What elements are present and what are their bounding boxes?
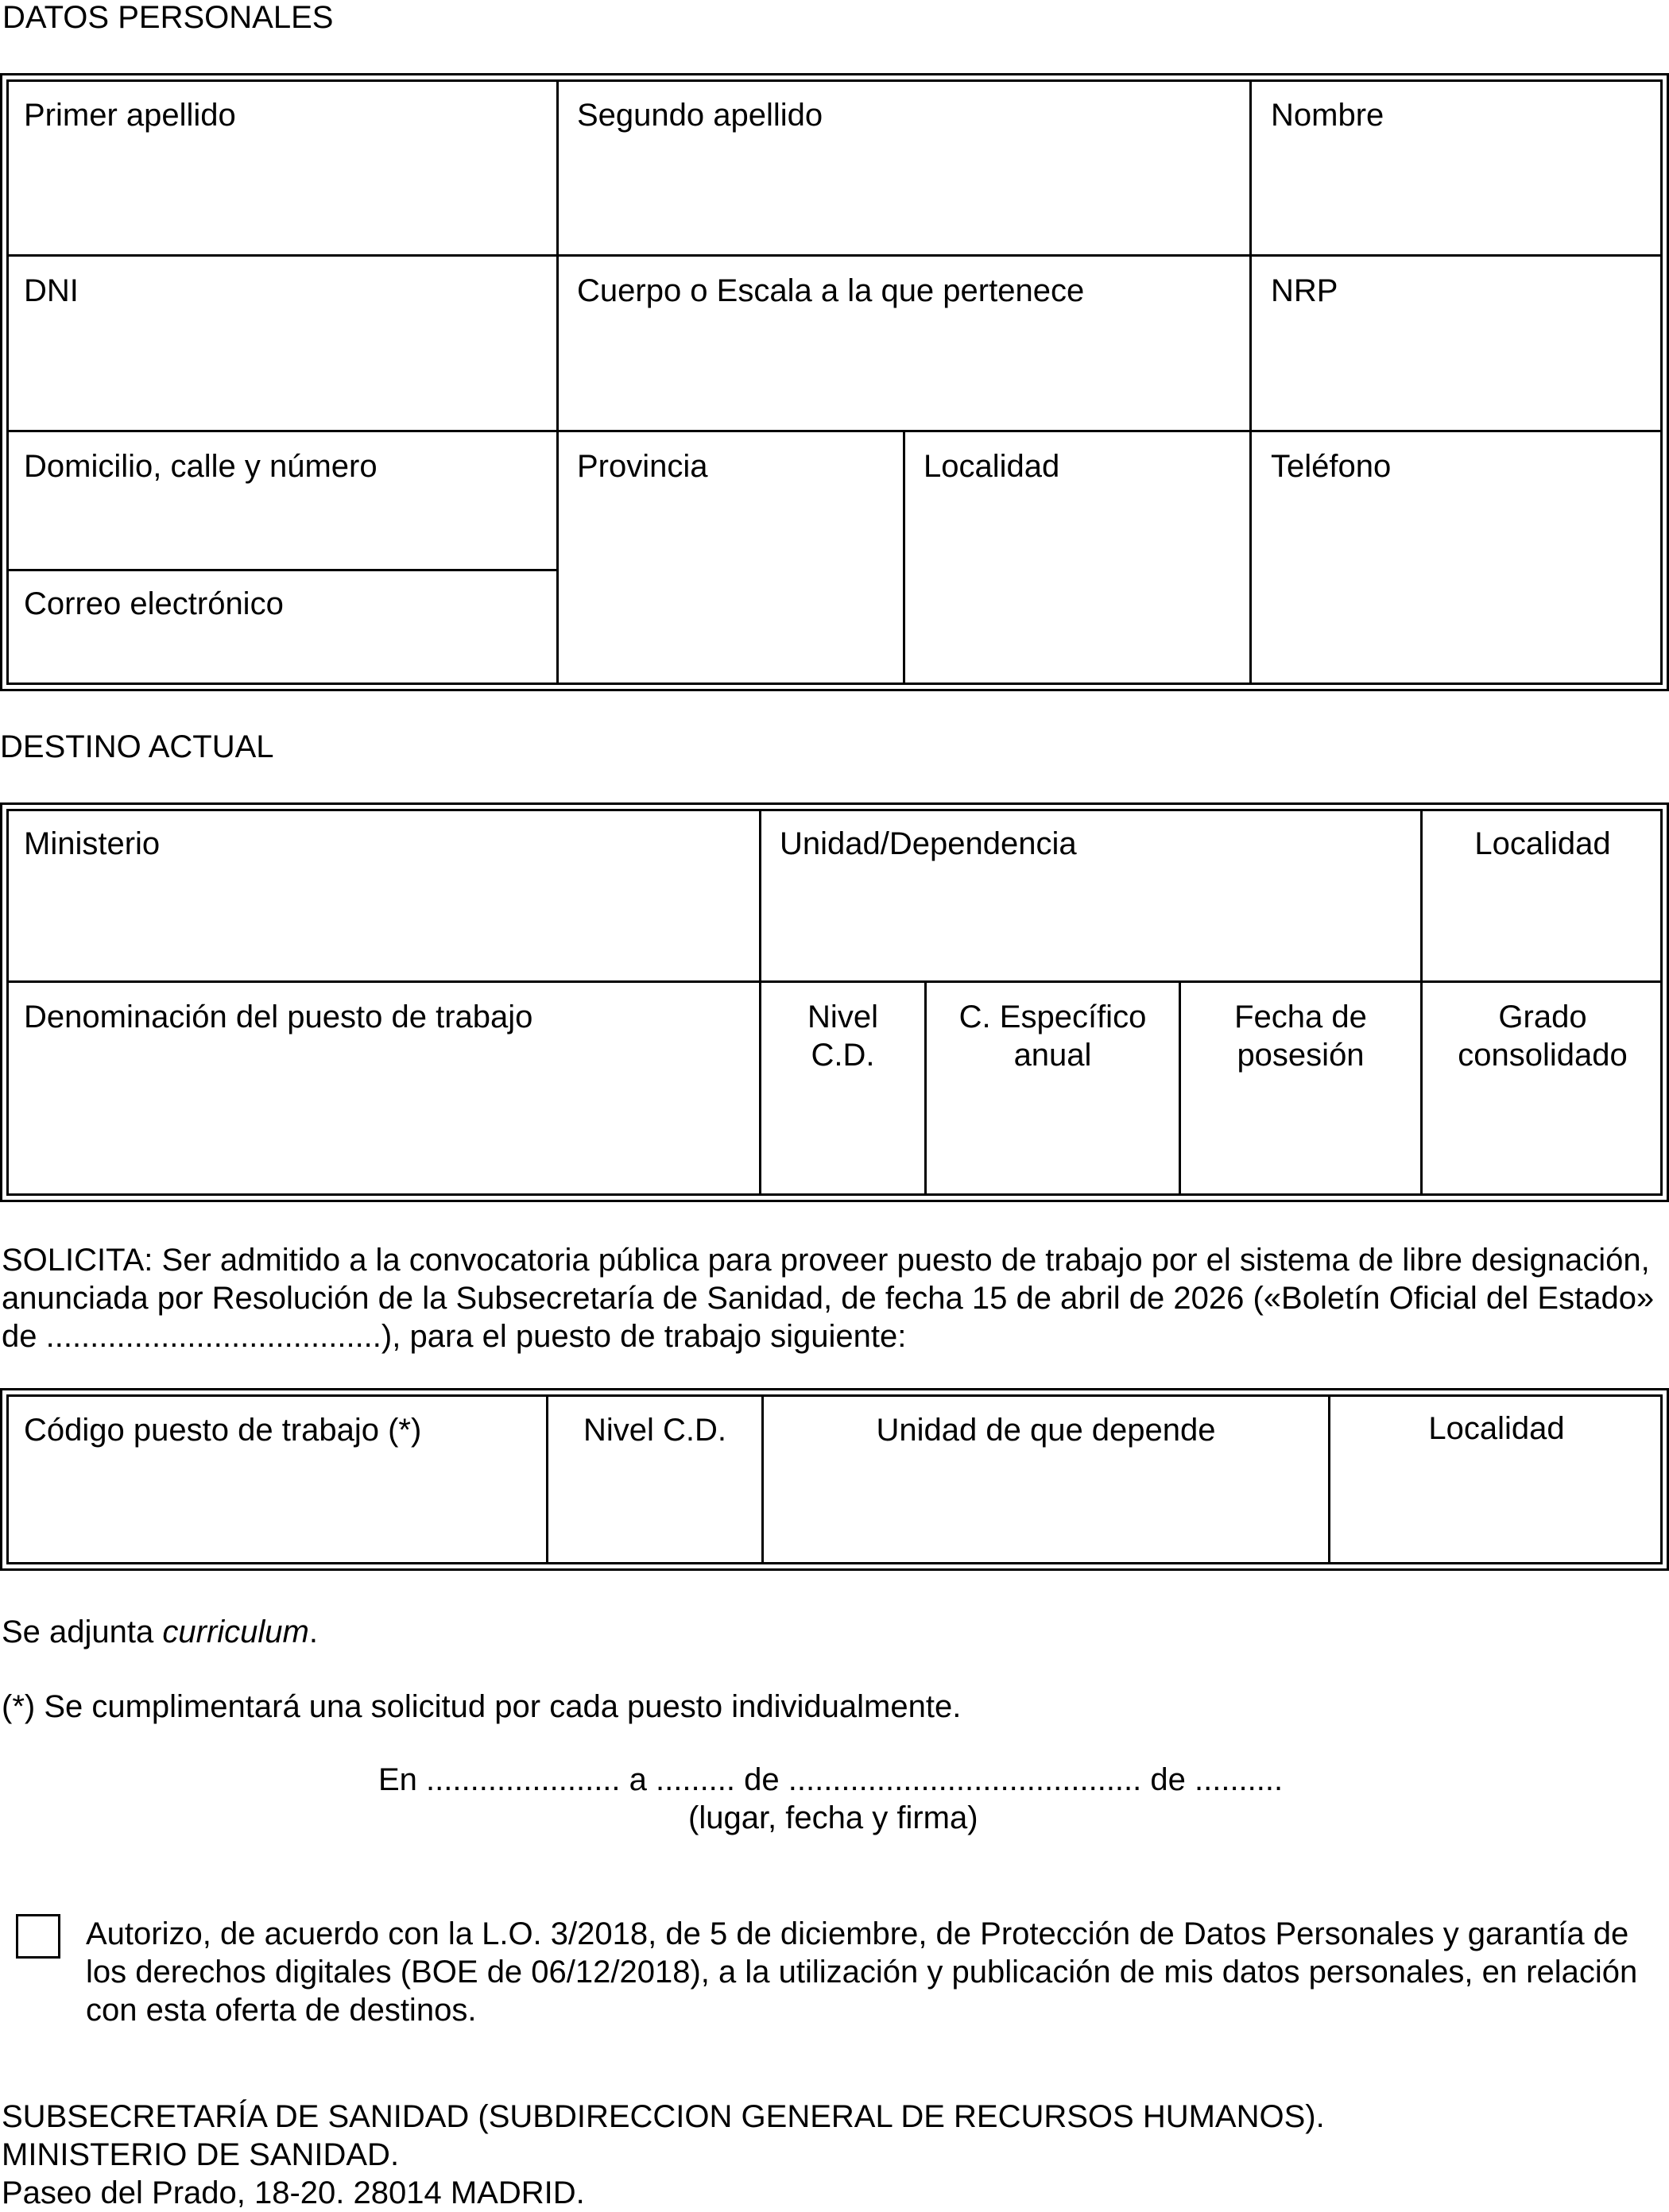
ministerio-field[interactable]: Ministerio [24, 826, 161, 861]
grado-line2: consolidado [1458, 1038, 1628, 1073]
footer-line1: SUBSECRETARÍA DE SANIDAD (SUBDIRECCION GENERAL DE RECURSOS HUMANOS). [2, 2099, 1325, 2134]
footer-line2: MINISTERIO DE SANIDAD. [2, 2137, 400, 2172]
grado-consolidado-field[interactable] [1423, 998, 1663, 1074]
footer-line3: Paseo del Prado, 18-20. 28014 MADRID. [2, 2175, 585, 2210]
destino-localidad-field[interactable]: Localidad [1474, 826, 1611, 861]
provincia-field[interactable]: Provincia [577, 449, 708, 484]
fecha-line1: Fecha de [1234, 1000, 1367, 1034]
solicita-line1: SOLICITA: Ser admitido a la convocatoria pública para proveer puesto de trabajo por el sistema de libre designación, [2, 1243, 1650, 1278]
solicita-line2: anunciada por Resolución de la Subsecretaría de Sanidad, de fecha 15 de abril de 2026 («Boletín Oficial del Estado» [2, 1281, 1655, 1316]
dni-field[interactable]: DNI [24, 273, 79, 308]
nota-asterisco: (*) Se cumplimentará una solicitud por cada puesto individualmente. [2, 1689, 962, 1724]
personal-heading: DATOS PERSONALES [2, 0, 334, 35]
localidad-field[interactable]: Localidad [924, 449, 1060, 484]
autorizo-line2: los derechos digitales (BOE de 06/12/2018), a la utilización y publicación de mis datos personales, en relación [86, 1955, 1638, 1990]
autorizo-checkbox[interactable] [16, 1914, 60, 1959]
adjunta-prefix: Se adjunta [2, 1615, 163, 1649]
codigo-puesto-field[interactable]: Código puesto de trabajo (*) [24, 1413, 422, 1448]
puesto-localidad-field[interactable]: Localidad [1428, 1411, 1565, 1446]
puesto-nivel-cd-field[interactable]: Nivel C.D. [583, 1413, 727, 1448]
destino-heading: DESTINO ACTUAL [0, 729, 274, 764]
denominacion-puesto-field[interactable]: Denominación del puesto de trabajo [24, 1000, 533, 1034]
fecha-line2: posesión [1237, 1038, 1365, 1073]
fecha-posesion-field[interactable] [1181, 998, 1420, 1074]
nombre-field[interactable]: Nombre [1271, 98, 1384, 133]
nrp-field[interactable]: NRP [1271, 273, 1338, 308]
unidad-depende-field[interactable]: Unidad de que depende [876, 1413, 1216, 1448]
grado-line1: Grado [1498, 1000, 1587, 1034]
especifico-line1: C. Específico [958, 1000, 1147, 1034]
firma-caption: (lugar, fecha y firma) [688, 1800, 978, 1835]
nivel-cd-line2: C.D. [811, 1038, 875, 1073]
solicita-line3: de ......................................), para el puesto de trabajo siguiente: [2, 1319, 907, 1354]
unidad-dependencia-field[interactable]: Unidad/Dependencia [780, 826, 1077, 861]
firma-line: En ...................... a ......... de ........................................ de .......... [378, 1762, 1284, 1797]
domicilio-field[interactable]: Domicilio, calle y número [24, 449, 378, 484]
adjunta-line [2, 1613, 318, 1651]
nivel-cd-line1: Nivel [807, 1000, 878, 1034]
primer-apellido-field[interactable]: Primer apellido [24, 98, 236, 133]
correo-field[interactable]: Correo electrónico [24, 586, 284, 621]
especifico-anual-field[interactable] [927, 998, 1179, 1074]
segundo-apellido-field[interactable]: Segundo apellido [577, 98, 823, 133]
nivel-cd-field[interactable] [761, 998, 924, 1074]
adjunta-suffix: . [308, 1615, 318, 1649]
autorizo-line1: Autorizo, de acuerdo con la L.O. 3/2018, de 5 de diciembre, de Protección de Datos Personales y garantía de [86, 1916, 1629, 1951]
adjunta-curriculum: curriculum [162, 1615, 309, 1649]
cuerpo-escala-field[interactable]: Cuerpo o Escala a la que pertenece [577, 273, 1085, 308]
especifico-line2: anual [1013, 1038, 1092, 1073]
telefono-field[interactable]: Teléfono [1271, 449, 1392, 484]
autorizo-line3: con esta oferta de destinos. [86, 1993, 477, 2028]
